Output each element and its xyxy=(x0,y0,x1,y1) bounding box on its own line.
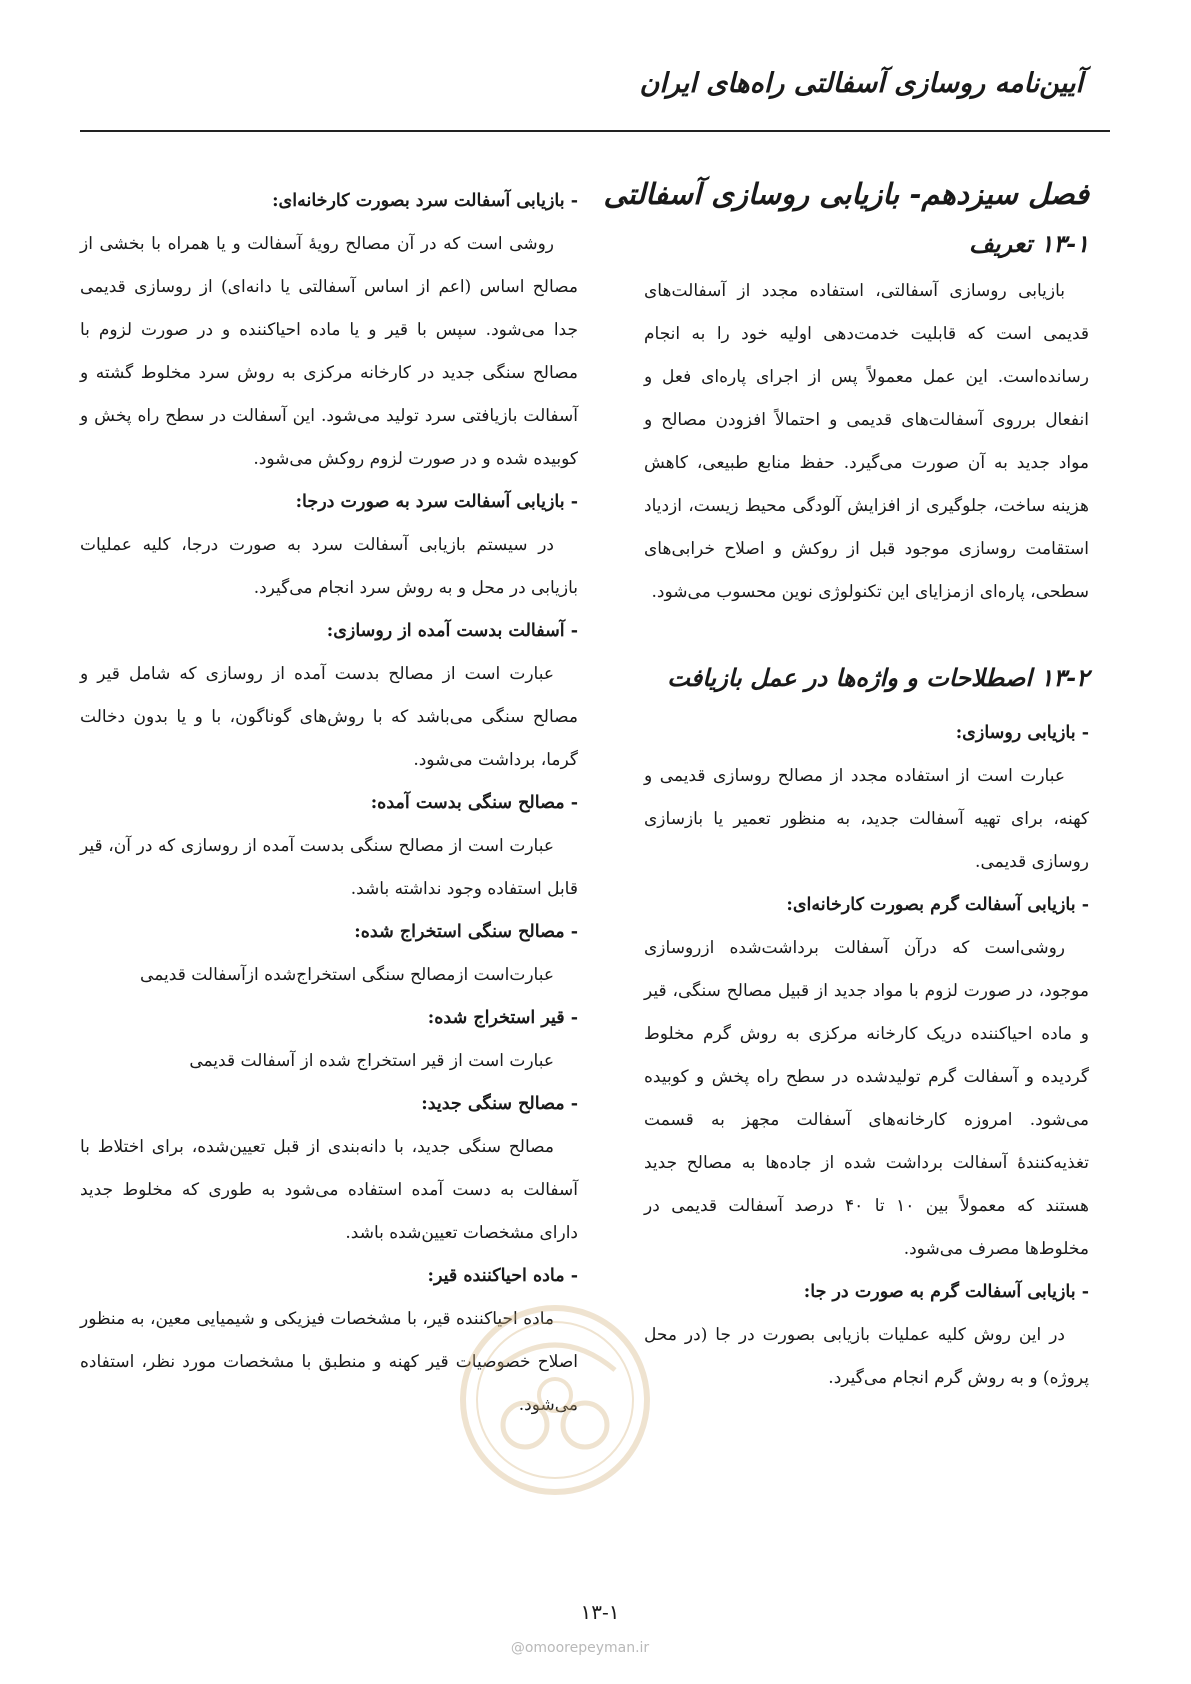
left-column xyxy=(80,180,578,1427)
term-heading: - بازیابی آسفالت گرم بصورت کارخانه‌ای: xyxy=(786,895,1089,915)
running-header: آیین‌نامه روسازی آسفالتی راه‌های ایران xyxy=(639,68,1083,99)
term-heading: - مصالح سنگی جدید: xyxy=(421,1094,578,1114)
term-heading: - بازیابی آسفالت گرم به صورت در جا: xyxy=(803,1282,1089,1302)
header-rule xyxy=(80,130,1110,132)
term-body: عبارت است از مصالح بدست آمده از روسازی که شامل قیر و مصالح سنگی می‌باشد که با روش‌های گوناگون، با و یا بدون دخالت گرما، برداشت می‌شود. xyxy=(80,664,578,770)
term-heading: - مصالح سنگی بدست آمده: xyxy=(370,793,578,813)
term-body: عبارت‌است ازمصالح سنگی استخراج‌شده ازآسفالت قدیمی xyxy=(140,965,554,985)
term-heading: - ماده احیاکننده قیر: xyxy=(427,1266,578,1286)
term-body: ماده احیاکننده قیر، با مشخصات فیزیکی و شیمیایی معین، به منظور اصلاح خصوصیات قیر کهنه و منطبق با مشخصات مورد نظر، استفاده می‌شود. xyxy=(80,1309,578,1415)
term-heading: - بازیابی آسفالت سرد بصورت کارخانه‌ای: xyxy=(272,191,578,211)
page-number: ۱۳-۱ xyxy=(580,1600,620,1624)
term-heading: - بازیابی روسازی: xyxy=(955,723,1089,743)
term-body: عبارت است از مصالح سنگی بدست آمده از روسازی که در آن، قیر قابل استفاده وجود نداشته باشد. xyxy=(80,836,578,899)
term-body: مصالح سنگی جدید، با دانه‌بندی از قبل تعیین‌شده، برای اختلاط با آسفالت به دست آمده استفاده می‌شود به طوری که مخلوط جدید دارای مشخصات تعیین‌شده باشد. xyxy=(80,1137,578,1243)
term-body: روشی‌است که درآن آسفالت برداشت‌شده ازروسازی موجود، در صورت لزوم با مواد جدید از قبیل مصالح سنگی، قیر و ماده احیاکننده دریک کارخانه مرکزی به روش گرم مخلوط گردیده و آسفالت گرم تولیدشده در سطح راه پخش و کوبیده می‌شود. امروزه کارخانه‌های آسفالت مجهز به قسمت تغذیه‌کنندهٔ آسفالت برداشت شده از جاده‌ها به مصالح جدید هستند که معمولاً بین ۱۰ تا ۴۰ درصد آسفالت قدیمی در مخلوط‌ها مصرف می‌شود. xyxy=(644,938,1089,1259)
term-body: روشی است که در آن مصالح رویهٔ آسفالت و یا همراه با بخشی از مصالح اساس (اعم از اساس آسفالتی یا دانه‌ای) از روسازی قدیمی جدا می‌شود. سپس با قیر و یا ماده احیاکننده و در صورت لزوم با مصالح سنگی جدید در کارخانه مرکزی به روش سرد مخلوط گشته و آسفالت بازیافتی سرد تولید می‌شود. این آسفالت در سطح راه پخش و کوبیده شده و در صورت لزوم روکش می‌شود. xyxy=(80,234,578,469)
chapter-title: فصل سیزدهم- بازیابی روسازی آسفالتی xyxy=(603,177,1089,211)
section-1-body: بازیابی روسازی آسفالتی، استفاده مجدد از آسفالت‌های قدیمی است که قابلیت خدمت‌دهی اولیه خود را به انجام رسانده‌است. این عمل معمولاً پس از اجرای پاره‌ای فعل و انفعال برروی آسفالت‌های قدیمی و احتمالاً افزودن مصالح و مواد جدید به آن صورت می‌گیرد. حفظ منابع طبیعی، کاهش هزینه ساخت، جلوگیری از افزایش آلودگی محیط زیست، ازدیاد استقامت روسازی موجود قبل از روکش و اصلاح خرابی‌های سطحی، پاره‌ای ازمزایای این تکنولوژی نوین محسوب می‌شود. xyxy=(644,281,1089,602)
section-2-title: ۱۳-۲ اصطلاحات و واژه‌ها در عمل بازیافت xyxy=(667,663,1089,692)
right-column xyxy=(603,172,1089,1400)
term-body: عبارت است از قیر استخراج شده از آسفالت قدیمی xyxy=(189,1051,554,1071)
term-body: در این روش کلیه عملیات بازیابی بصورت در جا (در محل پروژه) و به روش گرم انجام می‌گیرد. xyxy=(644,1325,1089,1388)
term-heading: - مصالح سنگی استخراج شده: xyxy=(354,922,578,942)
term-body: عبارت است از استفاده مجدد از مصالح روسازی قدیمی و کهنه، برای تهیه آسفالت جدید، به منظور تعمیر یا بازسازی روسازی قدیمی. xyxy=(644,766,1089,872)
term-heading: - بازیابی آسفالت سرد به صورت درجا: xyxy=(295,492,578,512)
section-1-title: ۱۳-۱ تعریف xyxy=(968,229,1089,258)
term-heading: - آسفالت بدست آمده از روسازی: xyxy=(326,621,578,641)
watermark-url: @omoorepeyman.ir xyxy=(510,1640,650,1656)
term-heading: - قیر استخراج شده: xyxy=(427,1008,578,1028)
term-body: در سیستم بازیابی آسفالت سرد به صورت درجا، کلیه عملیات بازیابی در محل و به روش سرد انجام می‌گیرد. xyxy=(80,535,578,598)
